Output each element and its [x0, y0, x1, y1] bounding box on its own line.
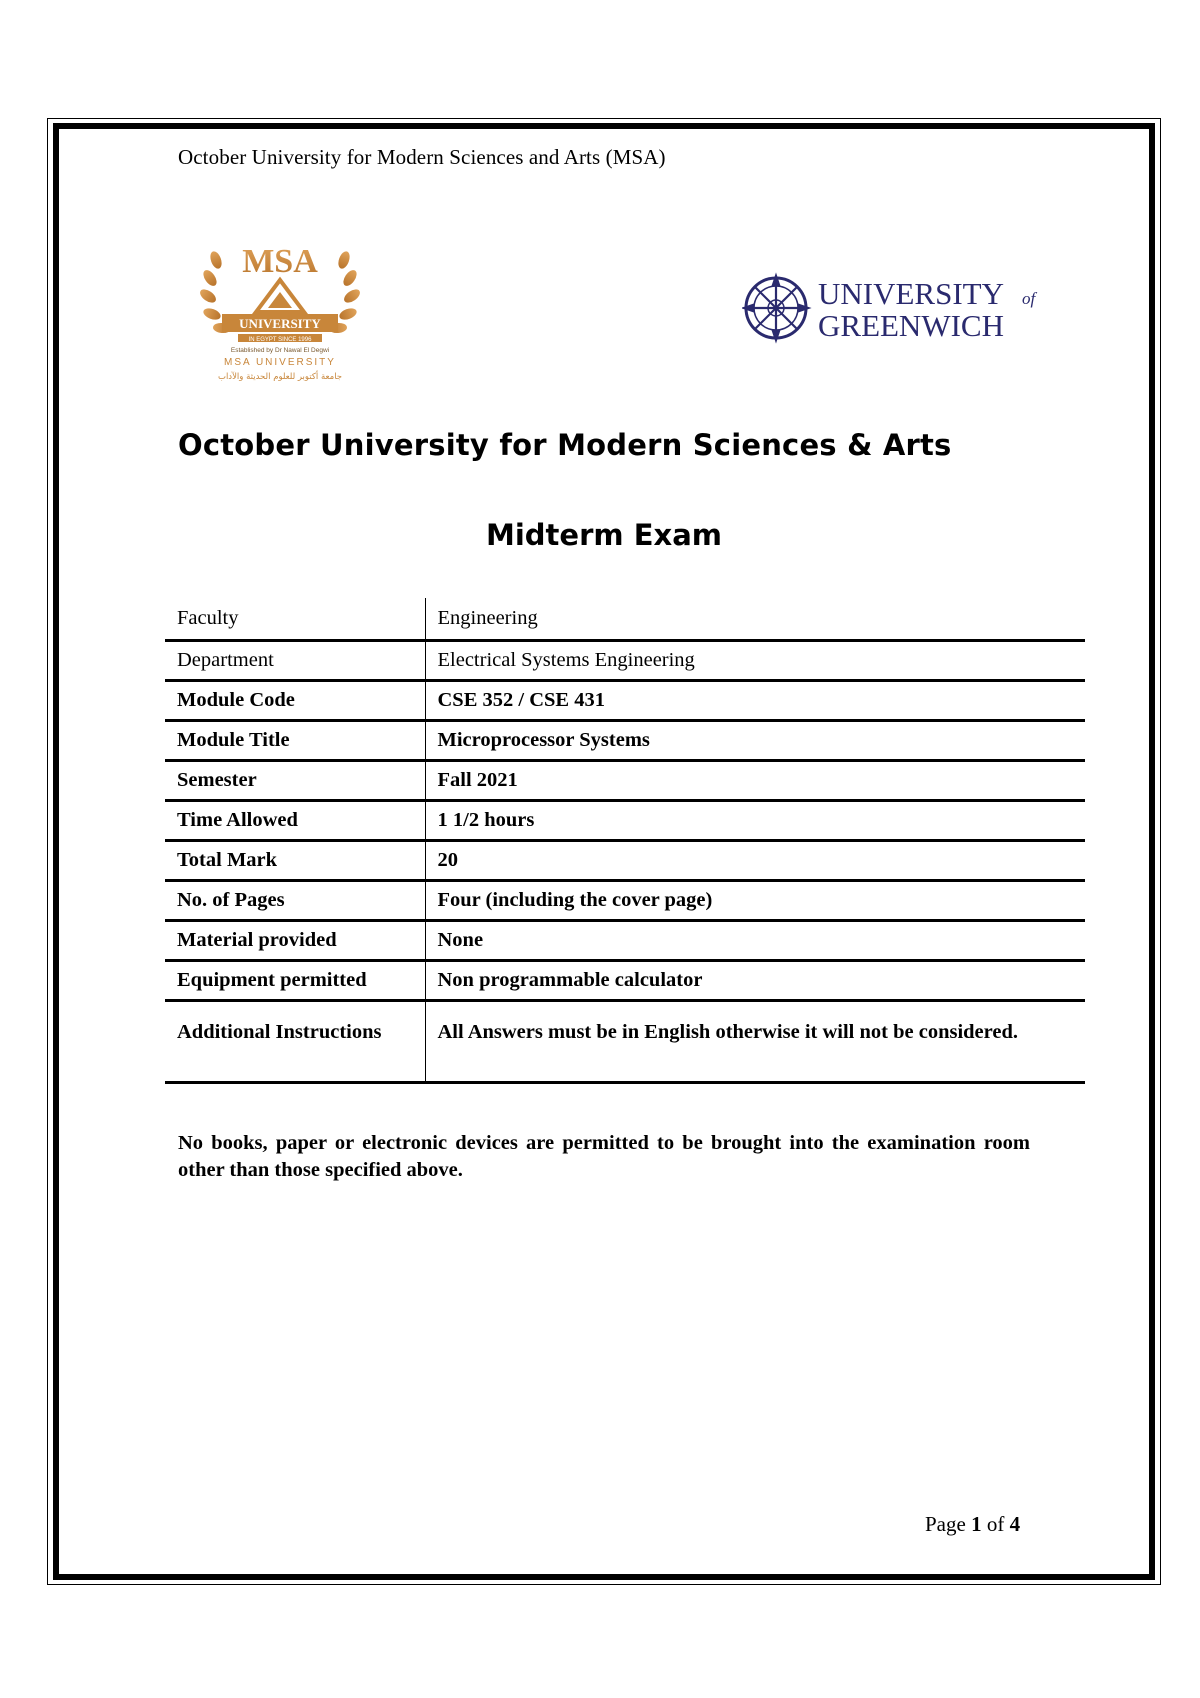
table-row: [165, 840, 1085, 880]
row-label: Material provided: [165, 920, 425, 960]
row-label: Total Mark: [165, 840, 425, 880]
row-label: Semester: [165, 760, 425, 800]
running-header: October University for Modern Sciences and Arts (MSA): [178, 145, 666, 169]
msa-logo-arabic: جامعة أكتوبر للعلوم الحديثة والآداب: [217, 372, 343, 382]
row-value: Fall 2021: [425, 760, 1085, 800]
compass-rose-icon: [742, 274, 810, 342]
row-value: None: [425, 920, 1085, 960]
row-label: Time Allowed: [165, 800, 425, 840]
table-row: [165, 960, 1085, 1000]
table-row: [165, 720, 1085, 760]
row-label: Equipment permitted: [165, 960, 425, 1000]
row-label: No. of Pages: [165, 880, 425, 920]
page-number: [925, 1512, 1020, 1537]
page-prefix: Page: [925, 1512, 966, 1536]
row-value: Electrical Systems Engineering: [425, 640, 1085, 680]
exam-info-table: [165, 598, 1085, 1084]
row-label: Department: [165, 640, 425, 680]
msa-logo-banner: UNIVERSITY: [239, 316, 321, 331]
row-value: All Answers must be in English otherwise it will not be considered.: [425, 1000, 1085, 1082]
table-row: [165, 680, 1085, 720]
table-row: [165, 640, 1085, 680]
greenwich-logo-of: of: [1022, 289, 1036, 308]
table-row: [165, 760, 1085, 800]
row-value: Four (including the cover page): [425, 880, 1085, 920]
exam-type-text: Midterm Exam: [485, 518, 722, 552]
greenwich-logo-line1: UNIVERSITY: [818, 276, 1004, 311]
row-value: Microprocessor Systems: [425, 720, 1085, 760]
row-value: Engineering: [425, 598, 1085, 640]
msa-logo-tagline: IN EGYPT SINCE 1996: [248, 337, 312, 343]
row-value: 20: [425, 840, 1085, 880]
msa-logo-name: MSA: [242, 243, 318, 280]
page-of: of: [986, 1512, 1005, 1536]
page-title: October University for Modern Sciences & Arts: [178, 428, 952, 462]
exam-type-heading: [0, 518, 1200, 552]
row-label: Module Code: [165, 680, 425, 720]
row-label: Module Title: [165, 720, 425, 760]
table-row: [165, 880, 1085, 920]
table-row: [165, 920, 1085, 960]
row-label: Faculty: [165, 598, 425, 640]
row-label: Additional Instructions: [165, 1000, 425, 1082]
exam-rules-note: No books, paper or electronic devices are permitted to be brought into the examination room other than those specified above.: [178, 1132, 1030, 1181]
msa-logo-footer: MSA UNIVERSITY: [224, 357, 336, 368]
page-current: 1: [971, 1512, 982, 1536]
msa-logo-established: Established by Dr Nawal El Degwi: [230, 347, 330, 354]
greenwich-logo-line2: GREENWICH: [818, 308, 1004, 343]
table-row: [165, 1000, 1085, 1082]
msa-university-logo: [200, 240, 360, 390]
page-total: 4: [1009, 1512, 1021, 1536]
table-row: [165, 598, 1085, 640]
row-value: Non programmable calculator: [425, 960, 1085, 1000]
table-row: [165, 800, 1085, 840]
row-value: CSE 352 / CSE 431: [425, 680, 1085, 720]
university-of-greenwich-logo: [742, 272, 1052, 344]
row-value: 1 1/2 hours: [425, 800, 1085, 840]
